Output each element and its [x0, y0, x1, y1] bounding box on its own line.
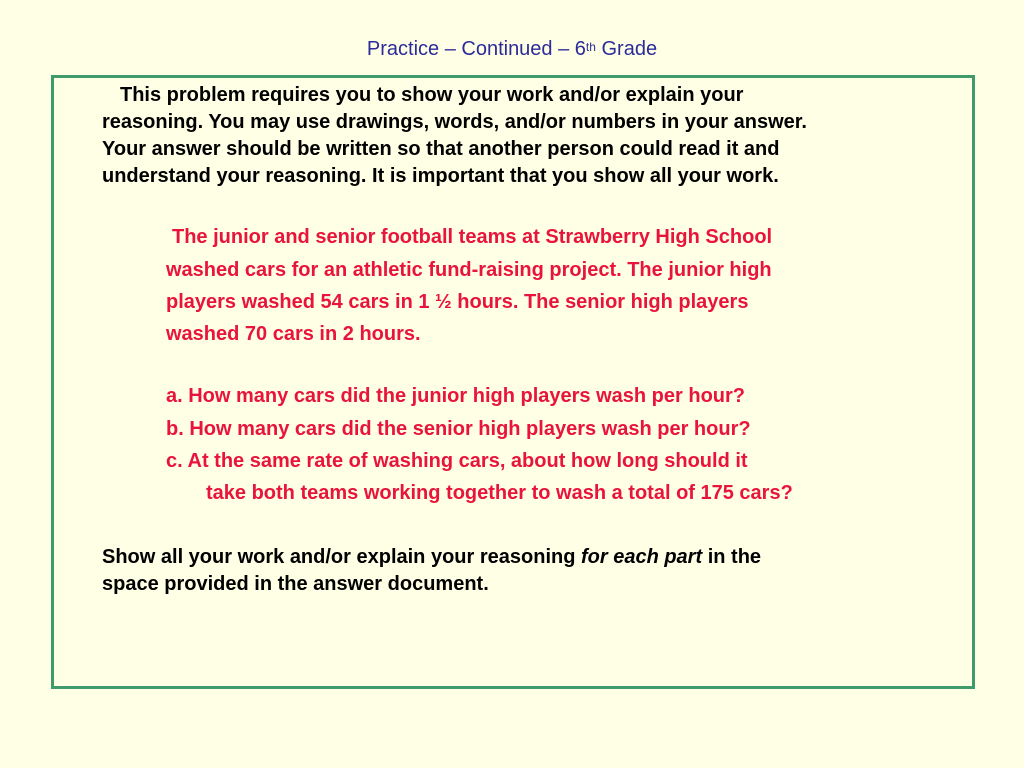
- question-b: b. How many cars did the senior high players wash per hour?: [166, 418, 751, 440]
- title-superscript: th: [585, 40, 596, 54]
- content-box: [51, 75, 975, 689]
- question-c-line-1: c. At the same rate of washing cars, about how long should it: [166, 450, 748, 472]
- slide-title: [0, 36, 1024, 62]
- question-a: a. How many cars did the junior high players wash per hour?: [166, 385, 746, 407]
- closing-part-1: Show all your work and/or explain your reasoning: [102, 546, 581, 568]
- closing-line-2: space provided in the answer document.: [102, 573, 489, 595]
- problem-line-4: washed 70 cars in 2 hours.: [166, 323, 421, 345]
- instructions-line-2: reasoning. You may use drawings, words, and/or numbers in your answer.: [102, 111, 807, 133]
- instructions-line-3: Your answer should be written so that another person could read it and: [102, 138, 780, 160]
- closing-italic: for each part: [580, 546, 703, 568]
- question-c-line-2: take both teams working together to wash a total of 175 cars?: [206, 482, 793, 504]
- problem-line-1: The junior and senior football teams at Strawberry High School: [172, 226, 773, 248]
- instructions-line-1: This problem requires you to show your work and/or explain your: [120, 84, 744, 106]
- problem-line-3: players washed 54 cars in 1 ½ hours. The senior high players: [166, 291, 749, 313]
- title-prefix: Practice – Continued – 6: [366, 38, 586, 60]
- closing-part-2: in the: [702, 546, 762, 568]
- closing-line-1: [102, 546, 761, 569]
- problem-line-2: washed cars for an athletic fund-raising project. The junior high: [166, 259, 772, 281]
- instructions-line-4: understand your reasoning. It is important that you show all your work.: [102, 165, 779, 187]
- title-suffix: Grade: [595, 38, 658, 60]
